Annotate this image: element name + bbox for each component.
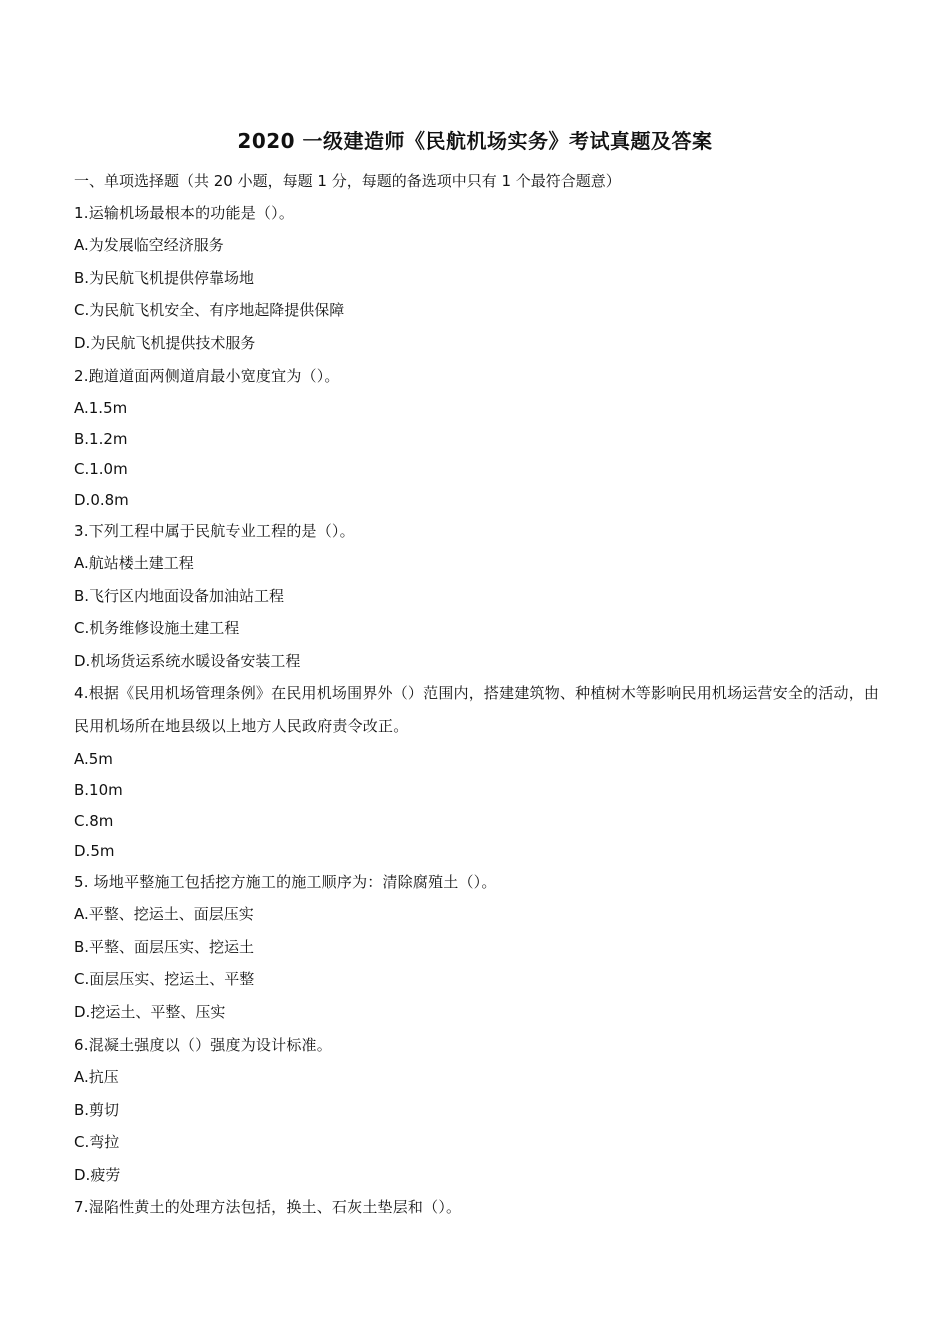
answer-option: D.机场货运系统水暖设备安装工程 <box>74 652 301 670</box>
answer-option: B.10m <box>74 781 123 799</box>
answer-option: D.为民航飞机提供技术服务 <box>74 334 256 352</box>
answer-option: A.抗压 <box>74 1068 119 1086</box>
question-stem: 4.根据《民用机场管理条例》在民用机场围界外（）范围内，搭建建筑物、种植树木等影响民用机场运营安全的活动，由民用机场所在地县级以上地方人民政府责令改正。 <box>74 684 880 735</box>
question-stem: 3.下列工程中属于民航专业工程的是（）。 <box>74 522 355 540</box>
answer-option: C.8m <box>74 812 114 830</box>
answer-option: D.疲劳 <box>74 1166 121 1184</box>
answer-option: A.为发展临空经济服务 <box>74 236 224 254</box>
answer-option: C.面层压实、挖运土、平整 <box>74 970 255 988</box>
answer-option: A.航站楼土建工程 <box>74 554 194 572</box>
question-stem: 2.跑道道面两侧道肩最小宽度宜为（）。 <box>74 367 340 385</box>
answer-option: B.平整、面层压实、挖运土 <box>74 938 255 956</box>
answer-option: A.5m <box>74 750 113 768</box>
answer-option: D.5m <box>74 842 115 860</box>
question-stem: 7.湿陷性黄土的处理方法包括，换土、石灰土垫层和（）。 <box>74 1198 462 1216</box>
answer-option: B.1.2m <box>74 430 128 448</box>
answer-option: D.0.8m <box>74 491 129 509</box>
answer-option: A.1.5m <box>74 399 128 417</box>
answer-option: C.为民航飞机安全、有序地起降提供保障 <box>74 301 345 319</box>
question-stem: 5. 场地平整施工包括挖方施工的施工顺序为：清除腐殖土（）。 <box>74 873 497 891</box>
answer-option: C.1.0m <box>74 460 128 478</box>
document-title: 2020 一级建造师《民航机场实务》考试真题及答案 <box>237 129 713 153</box>
answer-option: C.弯拉 <box>74 1133 120 1151</box>
answer-option: A.平整、挖运土、面层压实 <box>74 905 254 923</box>
question-stem: 6.混凝土强度以（）强度为设计标准。 <box>74 1036 332 1054</box>
answer-option: B.剪切 <box>74 1101 120 1119</box>
answer-option: B.飞行区内地面设备加油站工程 <box>74 587 285 605</box>
answer-option: C.机务维修设施土建工程 <box>74 619 240 637</box>
answer-option: B.为民航飞机提供停靠场地 <box>74 269 255 287</box>
section-heading: 一、单项选择题（共 20 小题，每题 1 分，每题的备选项中只有 1 个最符合题意） <box>74 172 621 190</box>
question-stem: 1.运输机场最根本的功能是（）。 <box>74 204 295 222</box>
answer-option: D.挖运土、平整、压实 <box>74 1003 226 1021</box>
